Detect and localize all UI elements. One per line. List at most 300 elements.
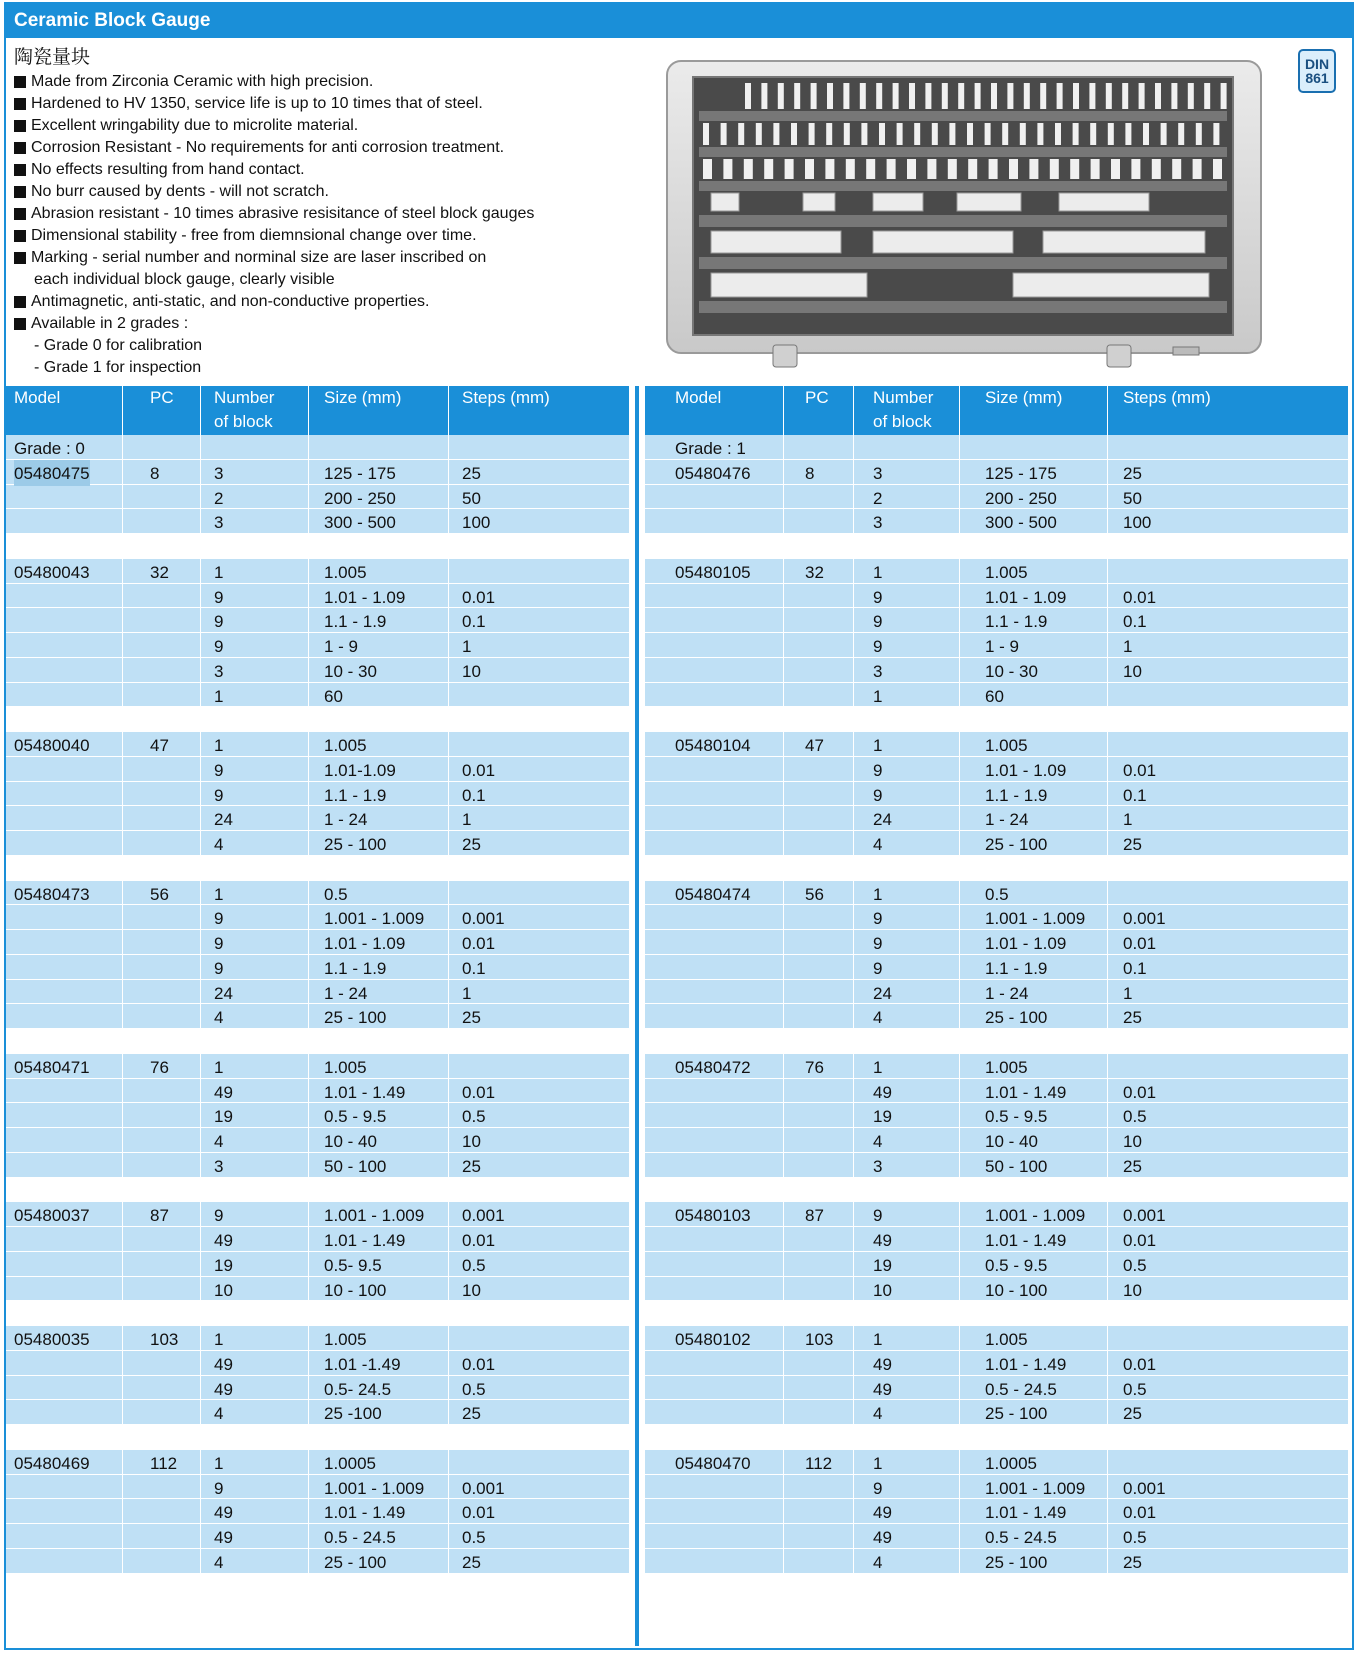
model-number: 05480037 [14,1206,90,1226]
size-value: 25 - 100 [324,835,387,854]
feature-item: Excellent wringability due to microlite material. [14,115,534,137]
model-number: 05480102 [675,1330,751,1349]
table-row [645,980,1348,1005]
feature-item: Made from Zirconia Ceramic with high precision. [14,71,534,93]
table-row [645,509,1348,534]
piece-count: 56 [150,884,169,904]
steps-value: 0.001 [462,1206,505,1226]
steps-value: 0.001 [462,1478,505,1498]
size-value: 1.1 - 1.9 [985,785,1048,805]
number-of-block: 3 [214,513,224,533]
steps-value: 25 [1123,835,1142,854]
table-row [6,1004,629,1029]
number-of-block: 4 [873,1008,883,1028]
steps-value: 10 [462,1280,481,1300]
header-model: Model [14,388,61,407]
table-row [645,831,1348,856]
number-of-block: 10 [214,1280,233,1300]
model-number: 05480470 [675,1453,751,1473]
size-value: 0.5- 24.5 [324,1379,392,1399]
size-value: 1.01 - 1.09 [985,934,1067,953]
header-steps: Steps (mm) [462,388,550,407]
piece-count: 112 [805,1453,833,1473]
feature-item: No burr caused by dents - will not scratch. [14,181,534,203]
table-row [6,980,629,1005]
table-row [645,1202,1348,1227]
table-row [6,1326,629,1351]
size-value: 1.1 - 1.9 [324,958,387,978]
table-row [6,930,629,955]
table-row [645,1400,1348,1425]
steps-value: 25 [462,463,481,483]
number-of-block: 9 [873,958,883,978]
piece-count: 103 [805,1330,834,1349]
table-row [6,1227,629,1252]
number-of-block: 4 [873,835,883,854]
steps-value: 0.5 [1123,1379,1147,1399]
size-value: 1.01 - 1.09 [985,760,1067,780]
feature-item: Available in 2 grades : [14,313,534,335]
table-row [645,1153,1348,1178]
piece-count: 103 [150,1330,179,1349]
grade-option: - Grade 0 for calibration [34,337,203,354]
number-of-block: 9 [214,934,224,953]
size-value: 0.5 - 24.5 [985,1528,1057,1547]
steps-value: 0.001 [462,909,505,929]
size-value: 1 - 24 [324,810,368,830]
table-row [6,1549,629,1574]
number-of-block: 3 [214,463,224,483]
table-divider [635,386,639,1646]
steps-value: 25 [1123,1156,1142,1176]
size-value: 200 - 250 [324,488,396,508]
table-row [645,732,1348,757]
header-pc: PC [805,388,829,407]
feature-item: Abrasion resistant - 10 times abrasive resisitance of steel block gauges [14,203,534,225]
table-row [6,1524,629,1549]
column-separator [783,386,784,1574]
number-of-block: 4 [214,1404,224,1424]
number-of-block: 9 [873,1206,883,1226]
number-of-block: 19 [214,1255,233,1275]
steps-value: 25 [462,1156,481,1176]
steps-value: 25 [462,1552,481,1572]
piece-count: 32 [805,562,824,582]
piece-count: 87 [150,1206,169,1226]
model-number: 05480474 [675,884,751,904]
size-value: 0.5 - 9.5 [985,1255,1048,1275]
feature-item: Dimensional stability - free from diemnsional change over time. [14,225,534,247]
table-row [6,757,629,782]
header-steps: Steps (mm) [1123,388,1211,407]
number-of-block: 49 [214,1528,233,1547]
size-value: 10 - 30 [324,661,377,681]
number-of-block: 9 [214,612,224,632]
feature-list [14,71,534,379]
size-value: 25 - 100 [324,1008,387,1028]
size-value: 1.01 - 1.49 [985,1082,1067,1102]
table-row [6,559,629,584]
size-value: 25 - 100 [985,1404,1048,1424]
number-of-block: 4 [214,1552,224,1572]
table-row [645,1227,1348,1252]
number-of-block: 4 [214,835,224,854]
steps-value: 0.1 [462,612,486,632]
number-of-block: 19 [214,1107,233,1127]
size-value: 25 - 100 [324,1552,387,1572]
din-label: DIN [1304,56,1330,72]
table-row [645,1004,1348,1029]
column-separator [448,386,449,1574]
size-value: 1.1 - 1.9 [324,785,387,805]
size-value: 1.01 - 1.09 [324,587,406,607]
number-of-block: 24 [873,810,892,830]
number-of-block: 10 [873,1280,892,1300]
steps-value: 0.01 [1123,934,1157,953]
size-value: 50 - 100 [985,1156,1048,1176]
number-of-block: 3 [873,661,883,681]
table-row [6,782,629,807]
number-of-block: 1 [873,884,883,904]
steps-value: 0.01 [1123,1082,1157,1102]
steps-value: 1 [462,637,472,656]
number-of-block: 1 [873,686,883,706]
number-of-block: 1 [214,736,224,755]
table-row [645,1475,1348,1500]
size-value: 25 -100 [324,1404,382,1424]
size-value: 1.1 - 1.9 [985,958,1048,978]
table-header [6,386,629,435]
steps-value: 0.01 [462,1503,496,1523]
feature-item: Marking - serial number and norminal size are laser inscribed on [14,247,534,269]
size-value: 0.5 - 24.5 [324,1528,396,1547]
size-value: 1 - 9 [324,637,359,656]
feature-item: Corrosion Resistant - No requirements for anti corrosion treatment. [14,137,534,159]
table-row [645,584,1348,609]
grade-1-table [645,386,1348,1574]
column-separator [308,386,309,1574]
steps-value: 100 [462,513,491,533]
steps-value: 0.01 [462,1354,496,1374]
size-value: 1.0005 [985,1453,1037,1473]
number-of-block: 49 [214,1503,233,1523]
piece-count: 47 [805,736,824,755]
number-of-block: 9 [214,958,224,978]
table-row [6,1499,629,1524]
grade-label: Grade : 1 [675,439,746,458]
number-of-block: 9 [873,785,883,805]
model-number: 05480035 [14,1330,90,1349]
table-row [6,1252,629,1277]
header-size: Size (mm) [985,388,1063,407]
size-value: 1.01 - 1.49 [985,1231,1067,1250]
steps-value: 0.01 [462,1231,496,1250]
table-row [645,485,1348,510]
table-row [6,1153,629,1178]
number-of-block: 9 [214,1206,224,1226]
table-row [645,955,1348,980]
size-value: 25 - 100 [985,835,1048,854]
number-of-block: 1 [214,562,224,582]
number-of-block: 1 [214,1057,224,1077]
number-of-block: 3 [873,513,883,533]
size-value: 1.005 [985,1330,1028,1349]
table-row [6,485,629,510]
table-row [645,881,1348,906]
piece-count: 76 [805,1057,824,1077]
table-row [6,1128,629,1153]
steps-value: 1 [1123,983,1133,1003]
size-value: 1.005 [985,562,1028,582]
group-spacer [6,856,629,881]
size-value: 25 - 100 [985,1552,1048,1572]
table-row [645,1549,1348,1574]
feature-item: Antimagnetic, anti-static, and non-conductive properties. [14,291,534,313]
size-value: 10 - 100 [985,1280,1048,1300]
group-spacer [645,1029,1348,1054]
steps-value: 25 [462,1008,481,1028]
grade-row [645,435,1348,460]
table-row [645,1376,1348,1401]
size-value: 25 - 100 [985,1008,1048,1028]
steps-value: 0.1 [1123,785,1147,805]
model-number: 05480469 [14,1453,90,1473]
model-number: 05480043 [14,562,90,582]
size-value: 1.005 [324,1330,367,1349]
table-row [645,757,1348,782]
number-of-block: 24 [214,983,233,1003]
size-value: 1.01 - 1.09 [324,934,406,953]
chinese-subtitle: 陶瓷量块 [14,47,91,68]
steps-value: 25 [1123,1008,1142,1028]
table-row [645,1326,1348,1351]
size-value: 10 - 40 [324,1132,377,1151]
steps-value: 0.01 [462,934,496,953]
table-row [645,633,1348,658]
steps-value: 0.01 [1123,1354,1157,1374]
size-value: 0.5- 9.5 [324,1255,382,1275]
size-value: 1.01 - 1.49 [985,1503,1067,1523]
number-of-block: 1 [214,686,224,706]
size-value: 1.005 [324,562,367,582]
steps-value: 10 [462,1132,481,1151]
piece-count: 32 [150,562,169,582]
grade-label: Grade : 0 [14,439,85,458]
table-row [6,806,629,831]
group-spacer [6,1178,629,1203]
column-separator [959,386,960,1574]
table-row [6,1277,629,1302]
column-separator [122,386,123,1574]
grade-0-table [6,386,629,1574]
number-of-block: 1 [214,1330,224,1349]
model-number: 05480473 [14,884,90,904]
size-value: 1.01 - 1.49 [985,1354,1067,1374]
size-value: 1.001 - 1.009 [985,1478,1086,1498]
model-number: 05480472 [675,1057,751,1077]
group-spacer [645,534,1348,559]
size-value: 60 [985,686,1004,706]
size-value: 1 - 9 [985,637,1020,656]
steps-value: 0.01 [462,587,496,607]
number-of-block: 4 [873,1404,883,1424]
number-of-block: 49 [214,1354,233,1374]
group-spacer [6,1425,629,1450]
steps-value: 0.1 [462,785,486,805]
group-spacer [6,1301,629,1326]
steps-value: 0.5 [1123,1255,1147,1275]
number-of-block: 49 [873,1379,892,1399]
size-value: 125 - 175 [324,463,396,483]
steps-value: 0.5 [462,1528,486,1547]
table-row [645,1079,1348,1104]
steps-value: 100 [1123,513,1152,533]
header-size: Size (mm) [324,388,402,407]
group-spacer [6,1029,629,1054]
number-of-block: 1 [873,1453,883,1473]
group-spacer [645,1301,1348,1326]
model-number: 05480103 [675,1206,751,1226]
number-of-block: 49 [873,1528,892,1547]
feature-item: Hardened to HV 1350, service life is up to 10 times that of steel. [14,93,534,115]
page-title: Ceramic Block Gauge [6,4,1352,38]
table-row [6,608,629,633]
steps-value: 25 [1123,463,1142,483]
table-row [645,1103,1348,1128]
piece-count: 47 [150,736,169,755]
number-of-block: 19 [873,1255,892,1275]
table-header [645,386,1348,435]
number-of-block: 4 [873,1552,883,1572]
header-pc: PC [150,388,174,407]
steps-value: 0.001 [1123,1206,1166,1226]
grade-option: - Grade 1 for inspection [34,359,202,376]
size-value: 1 - 24 [985,810,1029,830]
number-of-block: 4 [214,1132,224,1151]
number-of-block: 49 [873,1503,892,1523]
steps-value: 0.5 [462,1107,486,1127]
din-number: 861 [1305,70,1329,86]
size-value: 1.1 - 1.9 [985,612,1048,632]
piece-count: 56 [805,884,824,904]
number-of-block: 9 [214,1478,224,1498]
steps-value: 0.1 [1123,958,1147,978]
din-861-badge [1298,49,1336,93]
size-value: 1.01 - 1.49 [324,1503,406,1523]
size-value: 0.5 [985,884,1009,904]
steps-value: 25 [462,835,481,854]
size-value: 1.001 - 1.009 [985,909,1086,929]
steps-value: 0.5 [462,1379,486,1399]
size-value: 60 [324,686,343,706]
number-of-block: 3 [214,1156,224,1176]
group-spacer [645,1178,1348,1203]
steps-value: 0.01 [1123,1503,1157,1523]
table-row [6,1103,629,1128]
steps-value: 0.01 [462,1082,496,1102]
number-of-block: 9 [873,760,883,780]
number-of-block: 19 [873,1107,892,1127]
number-of-block: 4 [873,1132,883,1151]
number-of-block: 4 [214,1008,224,1028]
piece-count: 87 [805,1206,824,1226]
group-spacer [645,856,1348,881]
steps-value: 0.5 [462,1255,486,1275]
steps-value: 25 [1123,1404,1142,1424]
steps-value: 0.1 [462,958,486,978]
number-of-block: 9 [873,934,883,953]
table-row [6,509,629,534]
size-value: 1.01 - 1.49 [324,1231,406,1250]
table-row [6,658,629,683]
steps-value: 1 [462,983,472,1003]
number-of-block: 9 [214,587,224,607]
number-of-block: 2 [214,488,224,508]
table-row [6,584,629,609]
number-of-block: 24 [214,810,233,830]
size-value: 50 - 100 [324,1156,387,1176]
header-model: Model [675,388,722,407]
size-value: 1 - 24 [985,983,1029,1003]
number-of-block: 9 [214,785,224,805]
model-number: 05480475 [14,460,90,486]
column-separator [853,386,854,1574]
number-of-block: 9 [873,1478,883,1498]
table-row [6,732,629,757]
size-value: 300 - 500 [324,513,396,533]
size-value: 10 - 100 [324,1280,387,1300]
group-spacer [6,707,629,732]
size-value: 10 - 30 [985,661,1038,681]
piece-count: 8 [150,463,160,483]
table-row [6,1202,629,1227]
table-row [6,1376,629,1401]
size-value: 0.5 - 24.5 [985,1379,1057,1399]
piece-count: 112 [150,1453,178,1473]
size-value: 1.001 - 1.009 [324,909,425,929]
number-of-block: 49 [214,1231,233,1250]
size-value: 125 - 175 [985,463,1057,483]
number-of-block: 24 [873,983,892,1003]
table-row [6,683,629,708]
steps-value: 0.5 [1123,1107,1147,1127]
table-row [645,905,1348,930]
number-of-block: 3 [214,661,224,681]
table-row [6,905,629,930]
column-separator [1107,386,1108,1574]
feature-item-continued: each individual block gauge, clearly visible [34,271,335,288]
table-row [645,930,1348,955]
number-of-block: 49 [873,1354,892,1374]
size-value: 1.005 [985,1057,1028,1077]
size-value: 200 - 250 [985,488,1057,508]
number-of-block: 9 [214,909,224,929]
size-value: 1.01 - 1.49 [324,1082,406,1102]
steps-value: 1 [1123,637,1133,656]
size-value: 1.01 - 1.09 [985,587,1067,607]
steps-value: 10 [1123,1132,1142,1151]
number-of-block: 49 [873,1231,892,1250]
size-value: 1.001 - 1.009 [985,1206,1086,1226]
table-row [645,806,1348,831]
table-row [645,1128,1348,1153]
number-of-block: 1 [873,736,883,755]
size-value: 1.005 [324,1057,367,1077]
size-value: 1.01 -1.49 [324,1354,401,1374]
size-value: 1.001 - 1.009 [324,1206,425,1226]
table-row [6,1054,629,1079]
table-row [645,608,1348,633]
